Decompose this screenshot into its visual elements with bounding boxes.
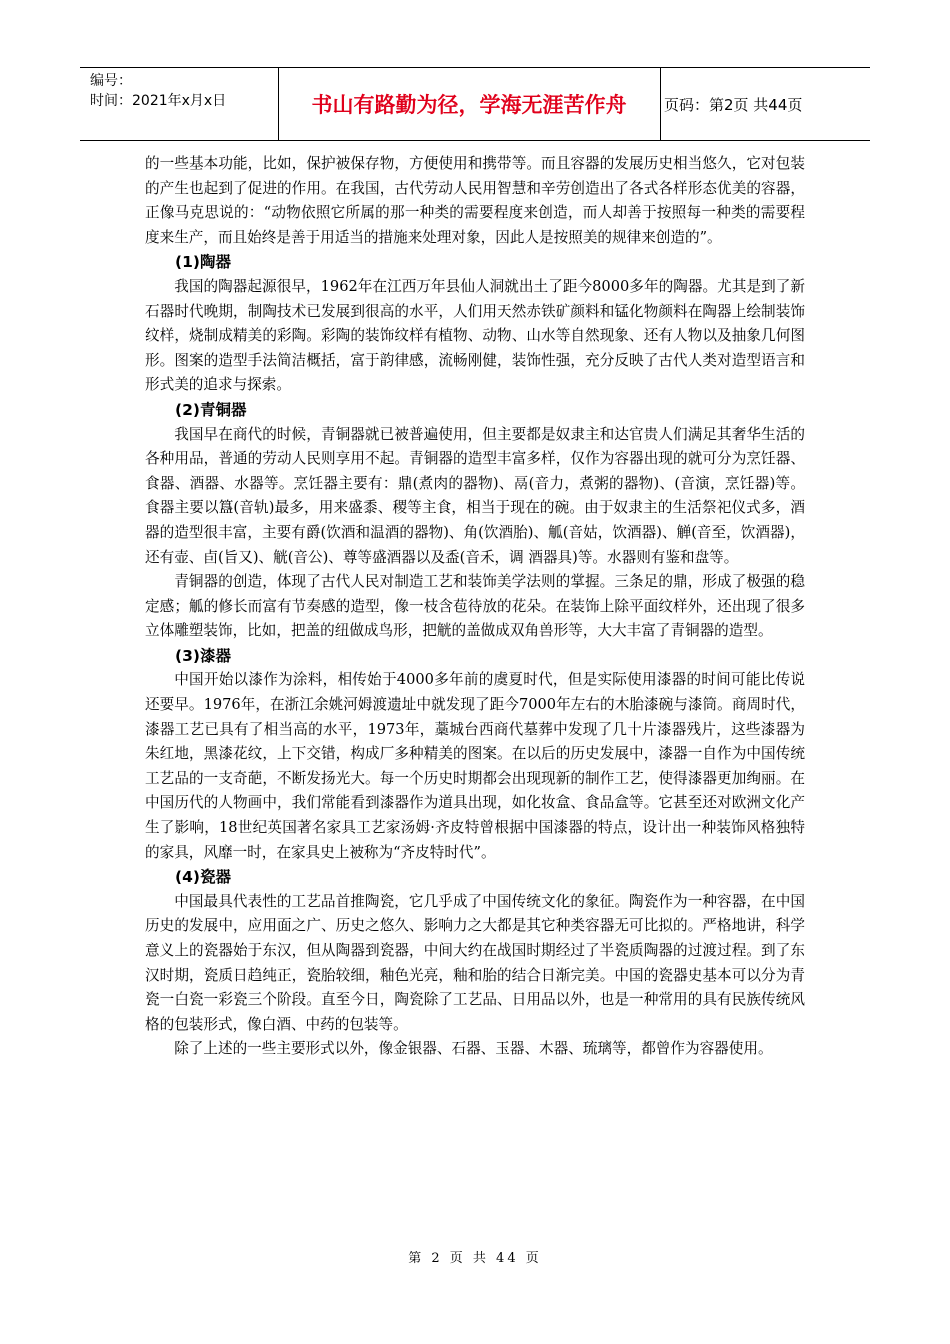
section-heading-porcelain: (4)瓷器 — [175, 868, 231, 887]
header-time-label: 时间：2021年x月x日 — [90, 93, 227, 109]
page-header — [80, 67, 870, 141]
page-footer: 第 2 页 共 44 页 — [408, 1251, 542, 1266]
section-heading-bronze: (2)青铜器 — [175, 400, 247, 419]
lacquer-paragraph: 中国开始以漆作为涂料，相传始于4000多年前的虞夏时代，但是实际使用漆器的时间可能比传说还要早。1976年，在浙江余姚河姆渡遗址中就发现了距今7000年左右的木胎漆碗与漆筒。商周时代，漆器工艺已具有了相当高的水平，1973年，藁城台西商代墓葬中发现了几十片漆器残片，这些漆器为朱红地，黑漆花纹，上下交错，构成厂多种精美的图案。在以后的历史发展中，漆器一自作为中国传统工艺品的一支奇葩，不断发扬光大。每一个历史时期都会出现现新的制作工艺，使得漆器更加绚丽。在中国历代的人物画中，我们常能看到漆器作为道具出现，如化妆盒、食品盒等。它甚至还对欧洲文化产生了影响，18世纪英国著名家具工艺家汤姆·齐皮特曾根据中国漆器的特点，设计出一种装饰风格独特的家具，风靡一时，在家具史上被称为“齐皮特时代”。 — [145, 671, 805, 861]
bronze-paragraph-1: 我国早在商代的时候，青铜器就已被普遍使用，但主要都是奴隶主和达官贵人们满足其奢华生活的各种用品，普通的劳动人民则享用不起。青铜器的造型丰富多样，仅作为容器出现的就可分为烹饪器、食器、酒器、水器等。烹饪器主要有：鼎(煮肉的器物)、鬲(音力，煮粥的器物)、(音演，烹饪器)等。食器主要以簋(音轨)最多，用来盛黍、稷等主食，相当于现在的碗。由于奴隶主的生活祭祀仪式多，酒器的造型很丰富，主要有爵(饮酒和温酒的器物)、角(饮酒胎)、觚(音姑，饮酒器)、觯(音至，饮酒器)，还有壶、卣(旨又)、觥(音公)、尊等盛酒器以及盉(音禾，调 酒器具)等。水器则有鉴和盘等。 — [145, 425, 805, 566]
header-number-label: 编号： — [90, 73, 132, 89]
porcelain-paragraph-2: 除了上述的一些主要形式以外，像金银器、石器、玉器、木器、琉璃等，都曾作为容器使用。 — [174, 1040, 773, 1058]
section-heading-pottery: (1)陶器 — [175, 253, 231, 272]
header-page-label: 页码：第2页 共44页 — [664, 95, 803, 114]
header-divider-right — [660, 68, 661, 140]
porcelain-paragraph-1: 中国最具代表性的工艺品首推陶瓷，它几乎成了中国传统文化的象征。陶瓷作为一种容器，在中国历史的发展中，应用面之广、历史之悠久、影响力之大都是其它种类容器无可比拟的。严格地讲，科学意义上的瓷器始于东汉，但从陶器到瓷器，中间大约在战国时期经过了半瓷质陶器的过渡过程。到了东汉时期，瓷质日趋纯正，瓷胎较细，釉色光亮，釉和胎的结合日渐完美。中国的瓷器史基本可以分为青瓷一白瓷一彩瓷三个阶段。直至今日，陶瓷除了工艺品、日用品以外，也是一种常用的具有民族传统风格的包装形式，像白酒、中药的包装等。 — [145, 892, 805, 1033]
pottery-paragraph: 我国的陶器起源很早，1962年在江西万年县仙人洞就出土了距今8000多年的陶器。尤其是到了新石器时代晚期，制陶技术已发展到很高的水平，人们用天然赤铁矿颜料和锰化物颜料在陶器上绘制装饰纹样，烧制成精美的彩陶。彩陶的装饰纹样有植物、动物、山水等自然现象、还有人物以及抽象几何图形。图案的造型手法简洁概括，富于韵律感，流畅刚健，装饰性强，充分反映了古代人类对造型语言和形式美的追求与探索。 — [145, 277, 805, 394]
bronze-paragraph-2: 青铜器的创造，体现了古代人民对制造工艺和装饰美学法则的掌握。三条足的鼎，形成了极强的稳定感；觚的修长而富有节奏感的造型，像一枝含苞待放的花朵。在装饰上除平面纹样外，还出现了很多立体雕塑装饰，比如，把盖的纽做成鸟形，把觥的盖做成双角兽形等，大大丰富了青铜器的造型。 — [145, 573, 805, 640]
document-body — [145, 152, 805, 1062]
header-meta — [90, 71, 226, 111]
header-motto: 书山有路勤为径，学海无涯苦作舟 — [311, 93, 627, 117]
intro-paragraph: 的一些基本功能，比如，保护被保存物，方便使用和携带等。而且容器的发展历史相当悠久，它对包装的产生也起到了促进的作用。在我国，古代劳动人民用智慧和辛劳创造出了各式各样形态优美的容器，正像马克思说的：“动物依照它所属的那一种类的需要程度来创造，而人却善于按照每一种类的需要程度来生产，而且始终是善于用适当的措施来处理对象，因此人是按照美的规律来创造的”。 — [145, 155, 805, 246]
section-heading-lacquer: (3)漆器 — [175, 646, 231, 665]
